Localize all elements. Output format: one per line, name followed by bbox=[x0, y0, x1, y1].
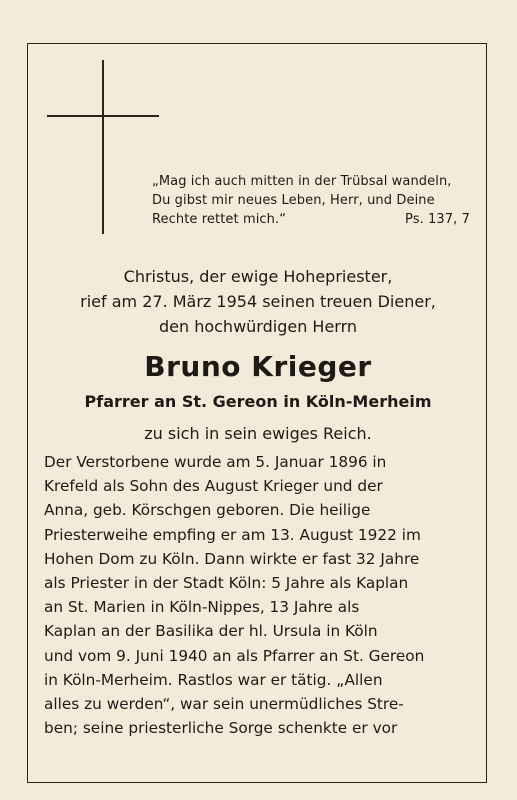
quote-line-2: Du gibst mir neues Leben, Herr, und Deine bbox=[152, 193, 435, 208]
body-line: und vom 9. Juni 1940 an als Pfarrer an St. Gereon bbox=[44, 646, 425, 665]
intro-line-3: den hochwürdigen Herrn bbox=[158, 317, 358, 336]
body-line: ben; seine priesterliche Sorge schenkte er vor bbox=[44, 719, 398, 738]
bible-quote bbox=[152, 172, 470, 229]
deceased-title: Pfarrer an St. Gereon in Köln-Merheim bbox=[84, 392, 432, 411]
intro-line-1: Christus, der ewige Hohepriester, bbox=[123, 267, 393, 286]
body-line: Priesterweihe empfing er am 13. August 1922 im bbox=[44, 525, 421, 544]
body-line: Hohen Dom zu Köln. Dann wirkte er fast 32 Jahre bbox=[44, 549, 420, 568]
subtitle-line: zu sich in sein ewiges Reich. bbox=[144, 424, 372, 443]
body-line: alles zu werden“, war sein unermüdliches Stre- bbox=[44, 695, 404, 714]
body-line: an St. Marien in Köln-Nippes, 13 Jahre als bbox=[44, 598, 360, 617]
quote-line-3: Rechte rettet mich.“ bbox=[152, 212, 287, 227]
body-line: als Priester in der Stadt Köln: 5 Jahre als Kaplan bbox=[44, 574, 409, 593]
deceased-name: Bruno Krieger bbox=[144, 350, 372, 383]
quote-line-1: „Mag ich auch mitten in der Trübsal wandeln, bbox=[152, 174, 452, 189]
body-line: Der Verstorbene wurde am 5. Januar 1896 in bbox=[44, 453, 387, 471]
cross-icon-horizontal bbox=[47, 115, 159, 117]
body-line: Krefeld als Sohn des August Krieger und der bbox=[44, 477, 383, 496]
body-line: in Köln-Merheim. Rastlos war er tätig. „Allen bbox=[44, 670, 383, 689]
body-line: Anna, geb. Körschgen geboren. Die heilige bbox=[44, 501, 371, 520]
quote-reference: Ps. 137, 7 bbox=[405, 212, 470, 227]
biography-text bbox=[44, 450, 470, 740]
intro-line-2: rief am 27. März 1954 seinen treuen Diener, bbox=[80, 292, 436, 311]
quote-line-3-row bbox=[152, 210, 470, 229]
cross-icon-vertical bbox=[102, 60, 104, 234]
body-line: Kaplan an der Basilika der hl. Ursula in Köln bbox=[44, 622, 378, 641]
